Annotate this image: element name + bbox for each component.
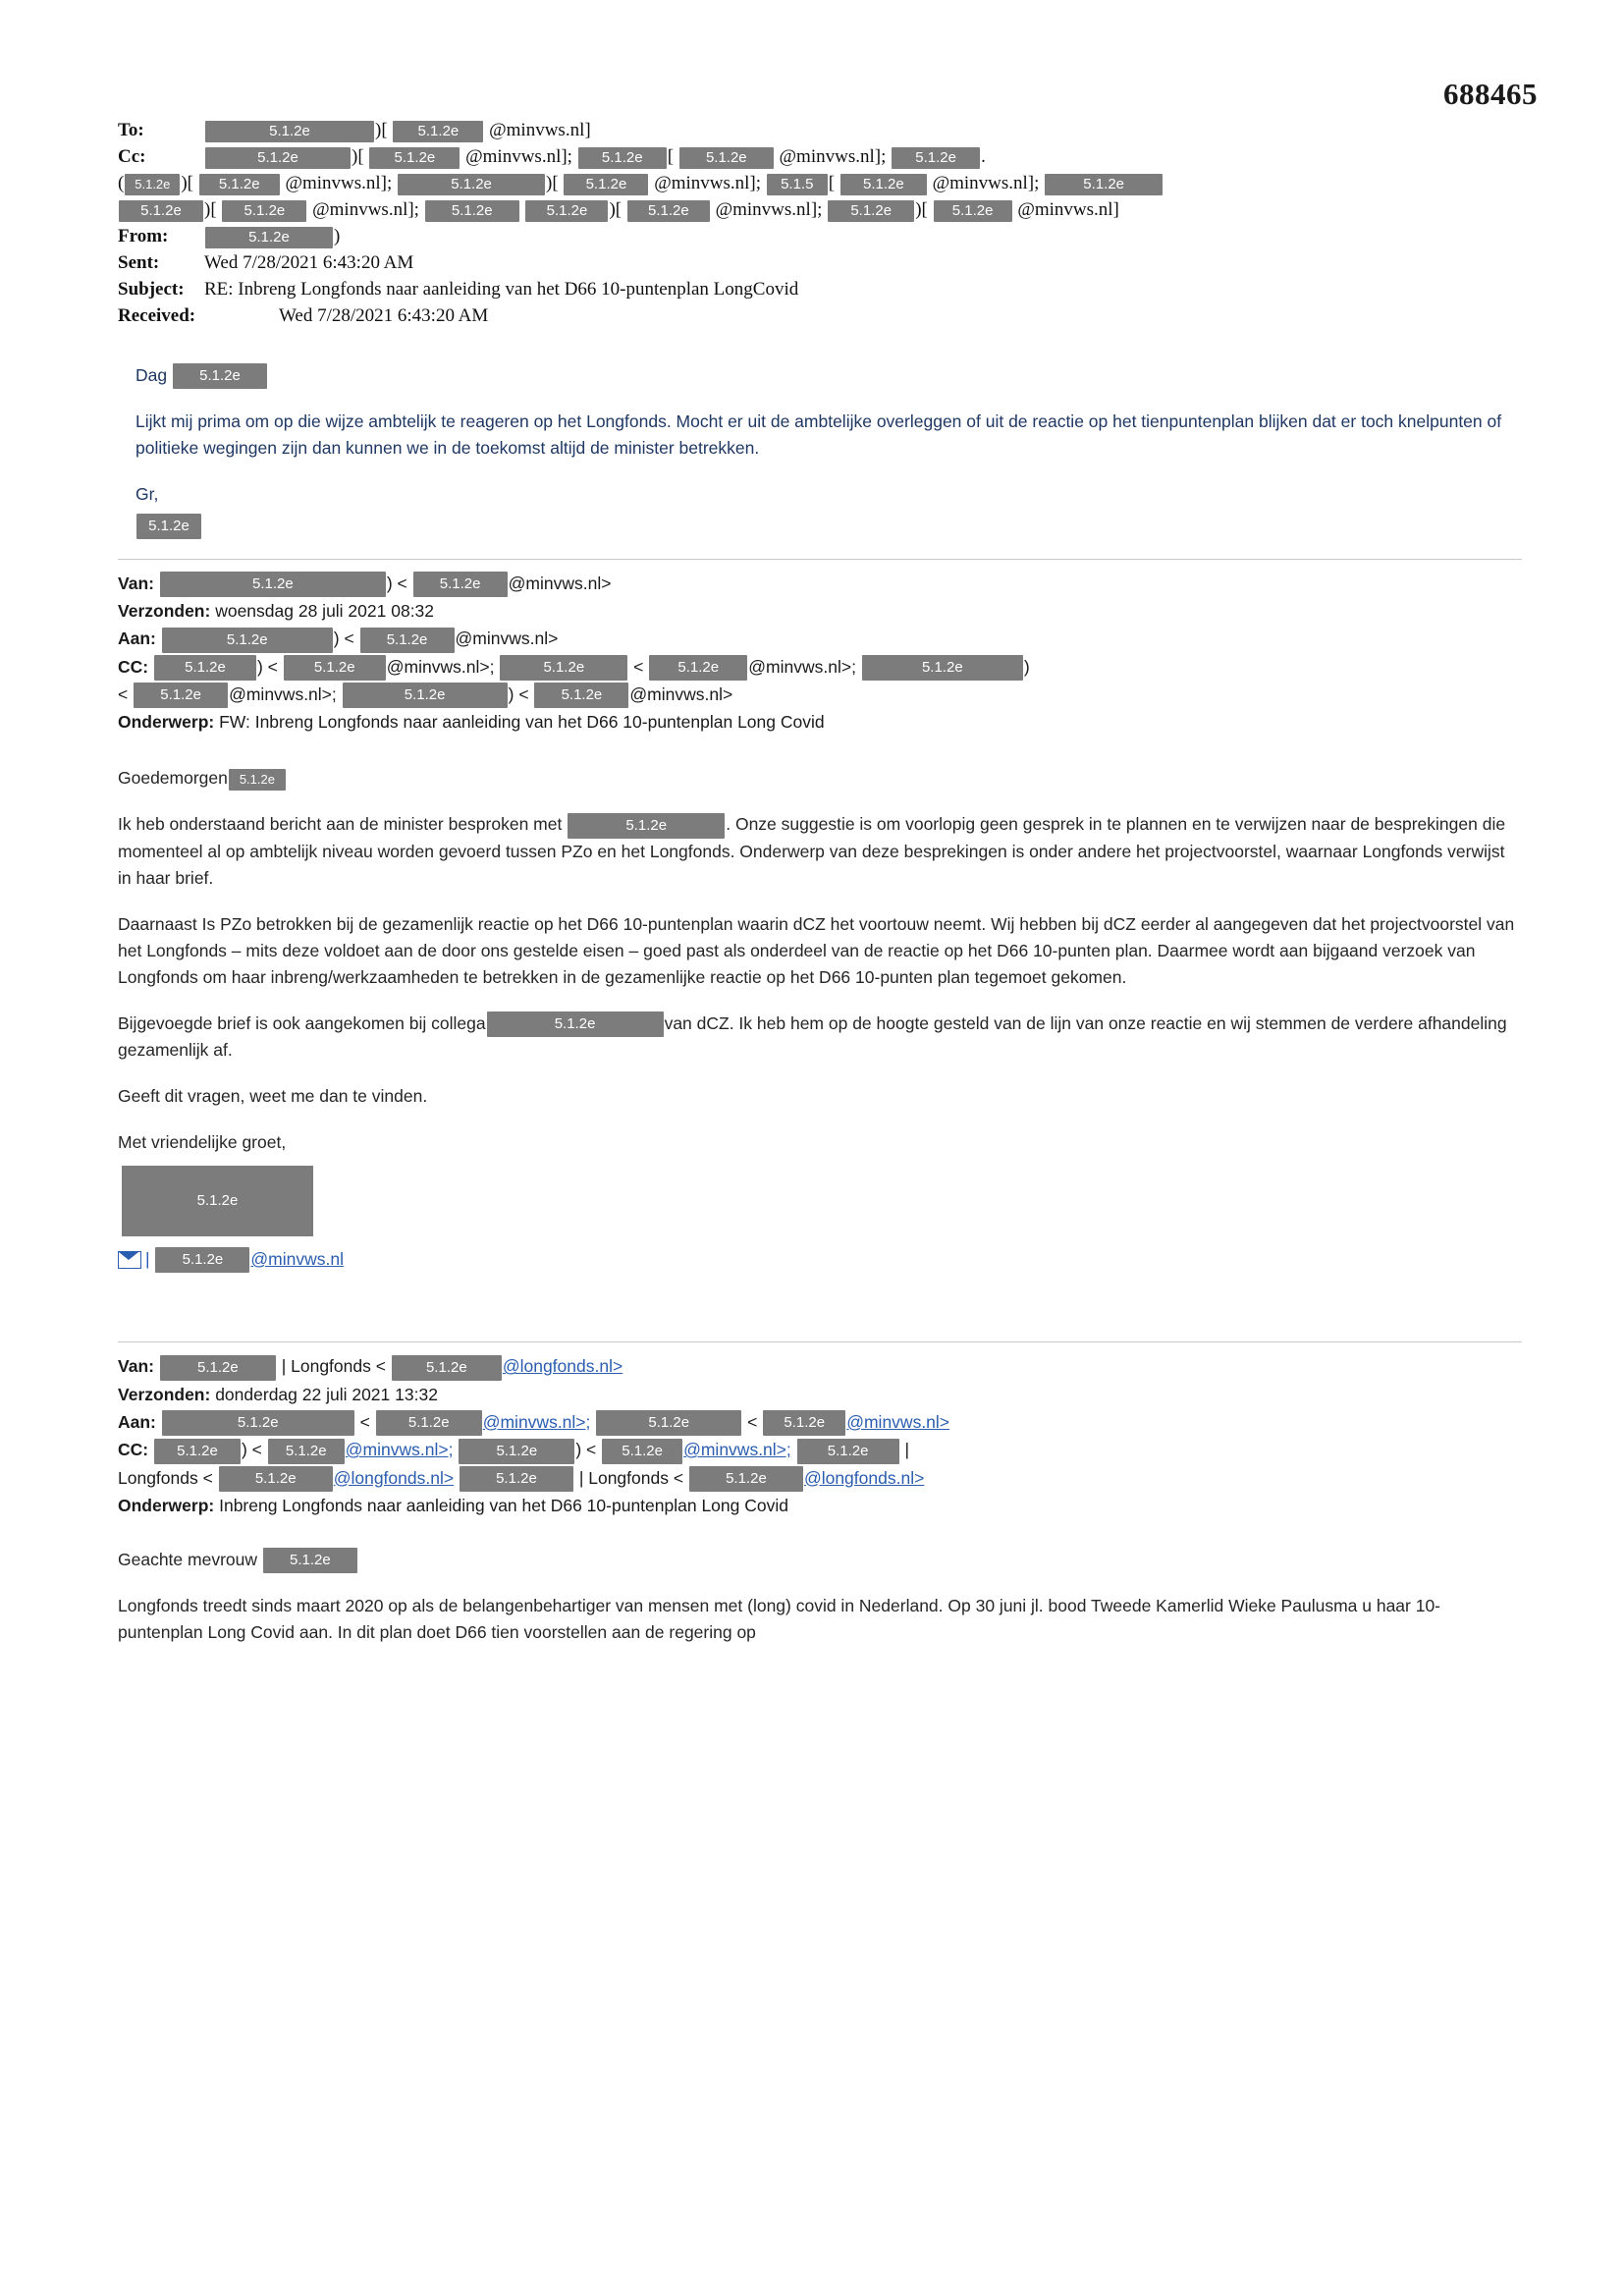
message2-paragraph3	[118, 1011, 1522, 1064]
redaction-box: 5.1.2e	[797, 1439, 899, 1464]
aan-label: Aan:	[118, 629, 156, 649]
header-row-received	[118, 303, 1522, 329]
verzonden-label: Verzonden:	[118, 601, 211, 622]
cc-label: Cc:	[118, 146, 146, 167]
subject-value: RE: Inbreng Longfonds naar aanleiding van het D66 10-puntenplan LongCovid	[204, 279, 799, 300]
message2-signature-email-line: | 5.1.2e @minvws.nl	[118, 1246, 1522, 1273]
redaction-box: 5.1.2e	[763, 1410, 845, 1436]
sent-label: Sent:	[118, 252, 160, 273]
message2-paragraph3-part1: Bijgevoegde brief is ook aangekomen bij collega	[118, 1012, 486, 1033]
aan-label: Aan:	[118, 1411, 156, 1432]
org-name: Longfonds	[118, 1467, 198, 1488]
van-label: Van:	[118, 1356, 154, 1377]
header-row-from	[118, 224, 1522, 249]
redaction-box: 5.1.2e	[219, 1466, 333, 1492]
page-number: 688465	[1443, 77, 1538, 111]
redaction-box: 5.1.2e	[828, 200, 914, 222]
onderwerp-label: Onderwerp:	[118, 712, 215, 733]
divider	[118, 559, 1522, 560]
header-row-to	[118, 118, 1522, 143]
redaction-box: 5.1.2e	[460, 1466, 573, 1492]
message1-greeting: Dag	[135, 365, 168, 385]
message2-van-row: Van: 5.1.2e ) < 5.1.2e @minvws.nl>	[118, 570, 1522, 597]
longfonds-email-link[interactable]: @longfonds.nl>	[803, 1467, 925, 1488]
from-label: From:	[118, 226, 169, 246]
cc-value: 5.1.2e )[ 5.1.2e @minvws.nl]; 5.1.2e [ 5.1.2e @minvws.nl]; 5.1.2e .	[204, 144, 1522, 170]
message2-paragraph4: Geeft dit vragen, weet me dan te vinden.	[118, 1086, 428, 1106]
redaction-box: 5.1.2e	[425, 200, 519, 222]
minvws-email-link[interactable]: @minvws.nl>;	[683, 1440, 791, 1460]
redaction-box: 5.1.2e	[154, 1439, 241, 1464]
message3-van-row: Van: 5.1.2e | Longfonds < 5.1.2e @longfonds.nl>	[118, 1352, 1522, 1380]
message2-header	[118, 570, 1522, 737]
minvws-email-link[interactable]: @minvws.nl>;	[345, 1440, 454, 1460]
cc-domain: @minvws.nl]	[1017, 199, 1119, 220]
to-label: To:	[118, 120, 144, 140]
mail-icon	[118, 1251, 141, 1269]
redaction-box: 5.1.2e	[393, 121, 483, 142]
to-value: 5.1.2e )[ 5.1.2e @minvws.nl]	[204, 118, 1522, 143]
cc-label: CC:	[118, 656, 149, 677]
redaction-box: 5.1.2e	[525, 200, 608, 222]
message2-paragraph2: Daarnaast Is PZo betrokken bij de gezamenlijk reactie op het D66 10-puntenplan waarin dCZ het voortouw neemt. Wij hebben bij dCZ eerder al aangegeven dat het projectvoorstel van het Longfonds – mits deze voldoet aan de door ons gestelde eisen – goed past als onderdeel van de reactie op het D66 10-punten plan. Daarmee wordt aan bijgaand verzoek van Longfonds om haar inbreng/werkzaamheden te betrekken in de gezamenlijke reactie op het D66 10-punten plan tegemoet gekomen.	[118, 913, 1515, 987]
cc-domain: @minvws.nl];	[465, 146, 572, 167]
header-row-cc	[118, 144, 1522, 170]
message1-paragraph1: Lijkt mij prima om op die wijze ambtelijk te reageren op het Longfonds. Mocht er uit de ambtelijke overleggen of uit de reactie op het tienpuntenplan blijken dat er toch knelpunten of politieke wegingen zijn dan kunnen we in de toekomst altijd de minister betrekken.	[135, 411, 1502, 459]
message2-paragraph1-part1: Ik heb onderstaand bericht aan de minister besproken met	[118, 814, 563, 835]
message3-header	[118, 1352, 1522, 1519]
redaction-box: 5.1.2e	[162, 1410, 354, 1436]
verzonden-label: Verzonden:	[118, 1384, 211, 1404]
message3-onderwerp-row	[118, 1492, 1522, 1519]
redaction-box: 5.1.2e	[160, 572, 386, 597]
email-header-block	[118, 118, 1522, 329]
redaction-box: 5.1.2e	[862, 655, 1023, 681]
document-content	[118, 118, 1522, 1666]
redaction-box: 5.1.2e	[564, 174, 648, 195]
message2-onderwerp-row	[118, 708, 1522, 736]
sent-value: Wed 7/28/2021 6:43:20 AM	[204, 252, 414, 273]
redaction-box: 5.1.2e	[602, 1439, 682, 1464]
redaction-box: 5.1.2e	[649, 655, 747, 681]
redaction-box: 5.1.2e	[596, 1410, 741, 1436]
redaction-box: 5.1.2e	[360, 628, 455, 653]
message1-signature	[135, 512, 1522, 538]
cc-domain: @minvws.nl];	[779, 146, 887, 167]
aan-domain: @minvws.nl>	[455, 629, 559, 649]
message1-body	[135, 362, 1522, 539]
signature-email-link[interactable]: @minvws.nl	[250, 1249, 345, 1269]
redaction-box: 5.1.2e	[459, 1439, 574, 1464]
onderwerp-value: Inbreng Longfonds naar aanleiding van het D66 10-puntenplan Long Covid	[219, 1495, 788, 1515]
cc-domain: @minvws.nl>;	[229, 683, 337, 704]
header-row-cc-cont-2	[118, 197, 1522, 223]
van-label: Van:	[118, 573, 154, 593]
redaction-box: 5.1.2e	[136, 514, 201, 539]
received-value: Wed 7/28/2021 6:43:20 AM	[279, 305, 489, 326]
redaction-box: 5.1.2e	[268, 1439, 345, 1464]
redaction-box: 5.1.2e	[122, 1166, 313, 1236]
cc-domain: @minvws.nl];	[932, 173, 1040, 193]
message2-aan-row: Aan: 5.1.2e ) < 5.1.2e @minvws.nl>	[118, 625, 1522, 652]
message2-greeting-line	[118, 765, 1522, 792]
redaction-box: 5.1.2e	[892, 147, 980, 169]
verzonden-value: woensdag 28 juli 2021 08:32	[215, 601, 435, 622]
redaction-box: 5.1.2e	[376, 1410, 482, 1436]
cc-domain: @minvws.nl];	[285, 173, 393, 193]
cc-domain: @minvws.nl];	[715, 199, 823, 220]
verzonden-value: donderdag 22 juli 2021 13:32	[215, 1384, 438, 1404]
cc-label: CC:	[118, 1440, 149, 1460]
redaction-box: 5.1.2e	[125, 174, 180, 195]
longfonds-email-link[interactable]: @longfonds.nl>	[502, 1356, 623, 1377]
redaction-box: 5.1.2e	[343, 683, 508, 708]
message2-body	[118, 765, 1522, 1273]
message2-cc-row-cont: < 5.1.2e @minvws.nl>; 5.1.2e ) < 5.1.2e @minvws.nl>	[118, 681, 1522, 708]
redaction-box: 5.1.2e	[627, 200, 710, 222]
redaction-box: 5.1.2e	[205, 121, 374, 142]
message3-verzonden-row	[118, 1381, 1522, 1408]
redaction-box: 5.1.2e	[205, 147, 351, 169]
cc-domain: @minvws.nl>;	[748, 656, 856, 677]
message2-cc-row: CC: 5.1.2e ) < 5.1.2e @minvws.nl>; 5.1.2e < 5.1.2e @minvws.nl>; 5.1.2e )	[118, 653, 1522, 681]
redaction-box: 5.1.2e	[534, 683, 628, 708]
redaction-box: 5.1.2e	[934, 200, 1012, 222]
redaction-box: 5.1.2e	[1045, 174, 1163, 195]
redaction-box: 5.1.2e	[173, 363, 267, 389]
redaction-box: 5.1.2e	[222, 200, 306, 222]
message3-aan-row: Aan: 5.1.2e < 5.1.2e @minvws.nl>; 5.1.2e < 5.1.2e @minvws.nl>	[118, 1408, 1522, 1436]
message2-paragraph1-part2: . Onze suggestie is om voorlopig geen gesprek in te plannen en te verwijzen naar de besprekingen die momenteel al op ambtelijk niveau worden gevoerd tussen PZo en het Longfonds. Onderwerp van deze besprekingen is onder andere het projectvoorstel, waarnaar Longfonds verwijst in haar brief.	[118, 814, 1506, 888]
cc-domain: @minvws.nl>;	[386, 656, 495, 677]
redaction-box: 5.1.2e	[578, 147, 667, 169]
redaction-box: 5.1.2e	[413, 572, 508, 597]
message2-paragraph3-part2: van dCZ. Ik heb hem op de hoogte gesteld van de lijn van onze reactie en wij stemmen de verdere afhandeling gezamenlijk af.	[118, 1012, 1507, 1060]
message2-paragraph1	[118, 811, 1522, 891]
redaction-box: 5.1.2e	[840, 174, 927, 195]
minvws-email-link[interactable]: @minvws.nl>	[846, 1411, 950, 1432]
redaction-box: 5.1.2e	[392, 1355, 502, 1381]
to-domain: @minvws.nl]	[489, 120, 591, 140]
redaction-box: 5.1.2e	[263, 1548, 357, 1573]
message3-greeting: Geachte mevrouw	[118, 1549, 258, 1569]
message1-greeting-line	[135, 362, 1522, 389]
message3-cc-row-cont: Longfonds < 5.1.2e @longfonds.nl> 5.1.2e | Longfonds < 5.1.2e @longfonds.nl>	[118, 1464, 1522, 1492]
redaction-box: 5.1.2e	[205, 227, 333, 248]
org-name: Longfonds	[291, 1356, 371, 1377]
message2-signoff: Met vriendelijke groet,	[118, 1132, 287, 1152]
cc-domain: @minvws.nl];	[654, 173, 762, 193]
header-row-subject	[118, 277, 1522, 302]
redaction-box: 5.1.2e	[199, 174, 280, 195]
from-value: 5.1.2e )	[204, 224, 1522, 249]
redaction-box: 5.1.2e	[229, 769, 286, 791]
redaction-box: 5.1.2e	[689, 1466, 803, 1492]
redaction-box: 5.1.2e	[154, 655, 256, 681]
redaction-box: 5.1.5	[767, 174, 828, 195]
received-label: Received:	[118, 305, 196, 326]
message3-paragraph1: Longfonds treedt sinds maart 2020 op als de belangenbehartiger van mensen met (long) covid in Nederland. Op 30 juni jl. bood Tweede Kamerlid Wieke Paulusma u haar 10-puntenplan Long Covid aan. In dit plan doet D66 tien voorstellen aan de regering op	[118, 1596, 1441, 1643]
redaction-box: 5.1.2e	[568, 813, 725, 839]
cc-domain: @minvws.nl>	[629, 683, 733, 704]
cc-domain: @minvws.nl];	[312, 199, 419, 220]
redaction-box: 5.1.2e	[134, 683, 228, 708]
redaction-box: 5.1.2e	[155, 1247, 249, 1273]
redaction-box: 5.1.2e	[679, 147, 774, 169]
redaction-box: 5.1.2e	[119, 200, 203, 222]
onderwerp-label: Onderwerp:	[118, 1495, 215, 1515]
header-row-cc-cont-1	[118, 171, 1522, 196]
longfonds-email-link[interactable]: @longfonds.nl>	[333, 1467, 455, 1488]
message2-verzonden-row	[118, 597, 1522, 625]
redaction-box: 5.1.2e	[500, 655, 627, 681]
divider	[118, 1341, 1522, 1342]
org-name: Longfonds	[588, 1467, 669, 1488]
redaction-box: 5.1.2e	[160, 1355, 276, 1381]
onderwerp-value: FW: Inbreng Longfonds naar aanleiding van het D66 10-puntenplan Long Covid	[219, 712, 825, 733]
message2-signature-block	[118, 1162, 1522, 1242]
message2-greeting: Goedemorgen	[118, 768, 228, 789]
minvws-email-link[interactable]: @minvws.nl>;	[482, 1411, 591, 1432]
redaction-box: 5.1.2e	[487, 1011, 664, 1037]
message3-greeting-line	[118, 1547, 1522, 1573]
message3-cc-row: CC: 5.1.2e ) < 5.1.2e @minvws.nl>; 5.1.2e ) < 5.1.2e @minvws.nl>; 5.1.2e |	[118, 1436, 1522, 1463]
redaction-box: 5.1.2e	[284, 655, 386, 681]
header-row-sent	[118, 250, 1522, 276]
redaction-box: 5.1.2e	[369, 147, 460, 169]
subject-label: Subject:	[118, 279, 185, 300]
redaction-box: 5.1.2e	[162, 628, 333, 653]
van-domain: @minvws.nl>	[508, 573, 612, 593]
cc-value-continued: 5.1.2e )[ 5.1.2e @minvws.nl]; 5.1.2e 5.1.2e )[ 5.1.2e @minvws.nl]; 5.1.2e )[ 5.1.2e @minvws.nl]	[118, 197, 1522, 223]
message3-body	[118, 1547, 1522, 1646]
message1-closing: Gr,	[135, 484, 159, 505]
redaction-box: 5.1.2e	[398, 174, 545, 195]
spacer	[118, 1273, 1522, 1324]
cc-value-continued: ( 5.1.2e )[ 5.1.2e @minvws.nl]; 5.1.2e )[ 5.1.2e @minvws.nl]; 5.1.5 [ 5.1.2e @minvws.nl]; 5.1.2e	[118, 171, 1522, 196]
